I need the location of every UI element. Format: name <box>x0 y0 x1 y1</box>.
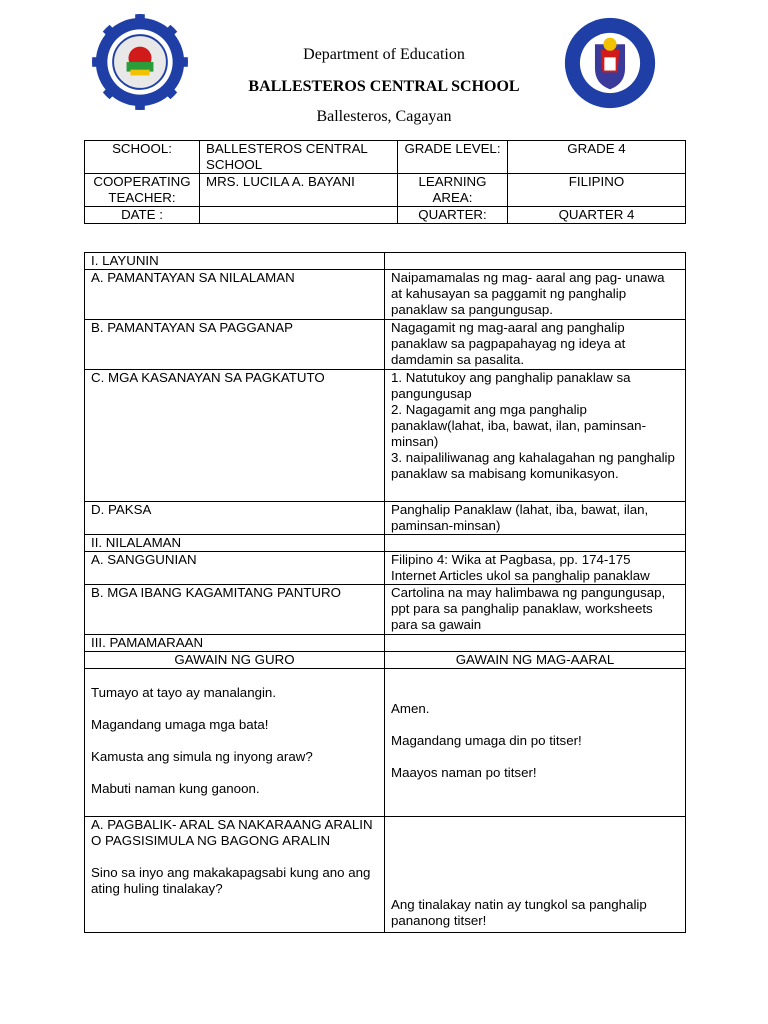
date-label: DATE : <box>85 207 200 224</box>
quarter-label: QUARTER: <box>398 207 508 224</box>
table-row <box>85 585 686 635</box>
grade-level-label: GRADE LEVEL: <box>398 141 508 174</box>
pamantayan-pagganap-label: B. PAMANTAYAN SA PAGGANAP <box>85 320 385 370</box>
kasanayan-value: 1. Natutukoy ang panghalip panaklaw sa pangungusap 2. Nagagamit ang mga panghalip panaklaw(lahat, iba, bawat, ilan, paminsan-minsan) 3. naipaliliwanag ang kahalagahan ng panghalip panaklaw sa mabisang komunikasyon. <box>385 370 686 502</box>
guro-greeting-text: Tumayo at tayo ay manalangin. Magandang umaga mga bata! Kamusta ang simula ng inyong araw? Mabuti naman kung ganoon. <box>85 669 385 817</box>
cooperating-teacher-label: COOPERATING TEACHER: <box>85 174 200 207</box>
lesson-plan-table <box>84 252 686 933</box>
learning-area-label: LEARNING AREA: <box>398 174 508 207</box>
gawain-mag-aaral-header: GAWAIN NG MAG-AARAL <box>385 652 686 669</box>
kagamitan-value: Cartolina na may halimbawa ng pangungusap, ppt para sa panghalip panaklaw, worksheets para sa gawain <box>385 585 686 635</box>
table-row <box>85 370 686 502</box>
table-row <box>85 552 686 585</box>
cooperating-teacher-value: MRS. LUCILA A. BAYANI <box>200 174 398 207</box>
table-cell <box>385 535 686 552</box>
kasanayan-label: C. MGA KASANAYAN SA PAGKATUTO <box>85 370 385 502</box>
section-nilalaman: II. NILALAMAN <box>85 535 385 552</box>
kagamitan-label: B. MGA IBANG KAGAMITANG PANTURO <box>85 585 385 635</box>
mag-aaral-greeting-text: Amen. Magandang umaga din po titser! Maayos naman po titser! <box>385 669 686 817</box>
table-cell <box>385 635 686 652</box>
paksa-value: Panghalip Panaklaw (lahat, iba, bawat, ilan, paminsan-minsan) <box>385 502 686 535</box>
date-value <box>200 207 398 224</box>
pamantayan-nilalaman-label: A. PAMANTAYAN SA NILALAMAN <box>85 270 385 320</box>
learning-area-value: FILIPINO <box>508 174 686 207</box>
department-title: Department of Education <box>303 46 465 63</box>
table-row <box>85 174 686 207</box>
section-layunin: I. LAYUNIN <box>85 253 385 270</box>
section-pamamaraan: III. PAMAMARAAN <box>85 635 385 652</box>
school-value: BALLESTEROS CENTRAL SCHOOL <box>200 141 398 174</box>
pagbalik-aral-answer: Ang tinalakay natin ay tungkol sa panghalip pananong titser! <box>385 817 686 933</box>
table-row <box>85 502 686 535</box>
sanggunian-value: Filipino 4: Wika at Pagbasa, pp. 174-175 Internet Articles ukol sa panghalip panaklaw <box>385 552 686 585</box>
pagbalik-aral-text: A. PAGBALIK- ARAL SA NAKARAANG ARALIN O PAGSISIMULA NG BAGONG ARALIN Sino sa inyo ang makakapagsabi kung ano ang ating huling tinalakay? <box>85 817 385 933</box>
table-row <box>85 320 686 370</box>
table-cell <box>385 253 686 270</box>
table-row <box>85 535 686 552</box>
school-location: Ballesteros, Cagayan <box>316 108 452 125</box>
school-info-table <box>84 140 686 224</box>
table-row <box>85 253 686 270</box>
gawain-guro-header: GAWAIN NG GURO <box>85 652 385 669</box>
grade-level-value: GRADE 4 <box>508 141 686 174</box>
table-row <box>85 669 686 817</box>
table-row <box>85 635 686 652</box>
table-row <box>85 817 686 933</box>
pamantayan-pagganap-value: Nagagamit ng mag-aaral ang panghalip panaklaw sa pagpapahayag ng ideya at damdamin sa pasalita. <box>385 320 686 370</box>
school-title: BALLESTEROS CENTRAL SCHOOL <box>248 78 520 95</box>
table-row <box>85 652 686 669</box>
pamantayan-nilalaman-value: Naipamamalas ng mag- aaral ang pag- unawa at kahusayan sa paggamit ng panghalip panaklaw sa pangungusap. <box>385 270 686 320</box>
sanggunian-label: A. SANGGUNIAN <box>85 552 385 585</box>
school-label: SCHOOL: <box>85 141 200 174</box>
table-row <box>85 207 686 224</box>
quarter-value: QUARTER 4 <box>508 207 686 224</box>
paksa-label: D. PAKSA <box>85 502 385 535</box>
table-row <box>85 270 686 320</box>
table-row <box>85 141 686 174</box>
